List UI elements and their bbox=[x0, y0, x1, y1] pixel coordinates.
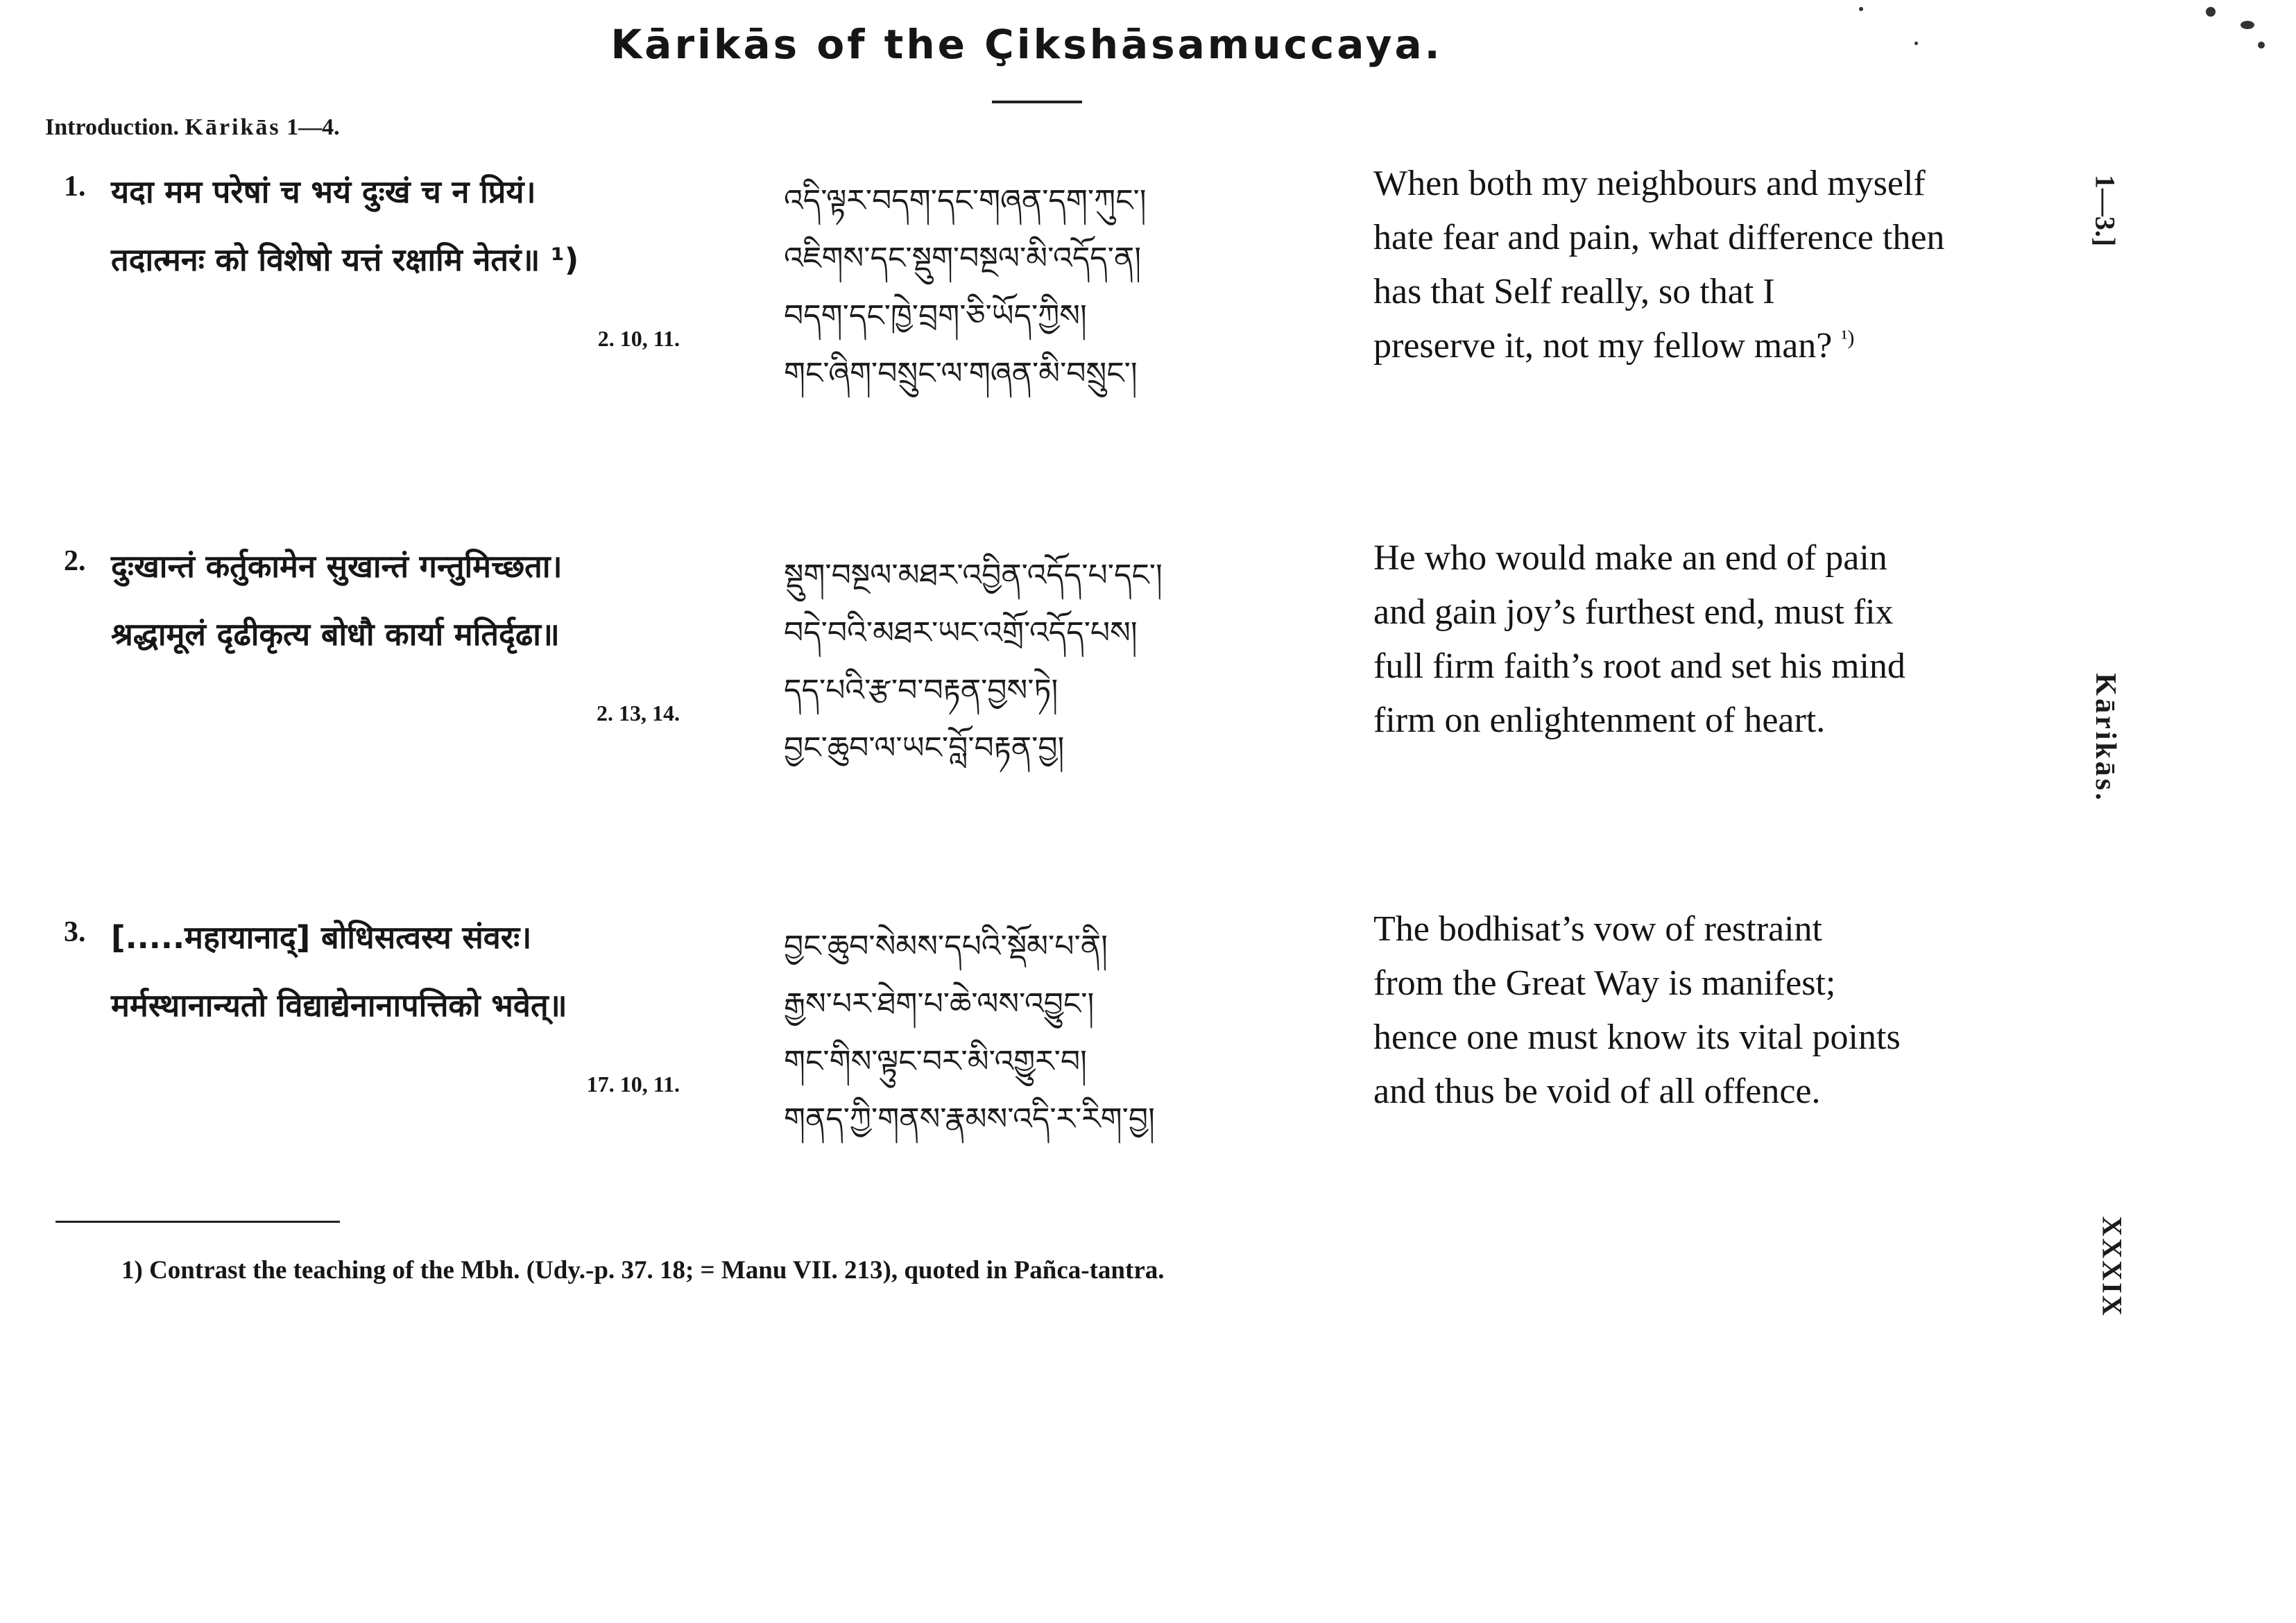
title-rule bbox=[992, 101, 1082, 103]
english-line: has that Self really, so that I bbox=[1373, 272, 1775, 311]
tibetan-line: བྱང་ཆུབ་ལ་ཡང་བློ་བརྟན་བྱ། bbox=[784, 730, 1065, 766]
tibetan-line: འདི་ལྟར་བདག་དང་གཞན་དག་ཀུང་། bbox=[784, 183, 1147, 218]
footnote: 1) Contrast the teaching of the Mbh. (Udy.-p. 37. 18; = Manu VII. 213), quoted in Pañca-tantra. bbox=[121, 1256, 1165, 1285]
tibetan-line: གང་གིས་ལྟུང་བར་མི་འགྱུར་བ། bbox=[784, 1044, 1087, 1079]
karika-reference: 2. 10, 11. bbox=[597, 326, 680, 351]
tibetan-line: བདག་དང་ཁྱེ་བྲག་ཅི་ཡོད་ཀྱིས། bbox=[784, 298, 1087, 334]
english-line: hence one must know its vital points bbox=[1373, 1017, 1901, 1057]
karika-block bbox=[0, 538, 2081, 884]
tibetan-line: དད་པའི་རྩ་བ་བརྟན་བྱས་ཏེ། bbox=[784, 673, 1059, 708]
intro-range-word: Kārikās bbox=[185, 114, 281, 140]
tibetan-line: གང་ཞིག་བསྲུང་ལ་གཞན་མི་བསྲུང་། bbox=[784, 356, 1138, 391]
margin-section-title: Kārikās. bbox=[2089, 673, 2121, 803]
scan-speck bbox=[1859, 7, 1863, 11]
scan-speck bbox=[1914, 42, 1918, 45]
sanskrit-line: तदात्मनः को विशेषो यत्तं रक्षामि नेतरं॥ ¹) bbox=[111, 241, 579, 278]
english-line: from the Great Way is manifest; bbox=[1373, 963, 1836, 1003]
karika-number: 1. bbox=[64, 171, 86, 203]
karika-block bbox=[0, 909, 2081, 1255]
sanskrit-line: श्रद्धामूलं दृढीकृत्य बोधौ कार्या मतिर्दृढा॥ bbox=[111, 616, 560, 653]
scan-speck bbox=[2241, 21, 2254, 29]
section-intro bbox=[45, 114, 340, 141]
sanskrit-line: यदा मम परेषां च भयं दुःखं च न प्रियं। bbox=[111, 173, 536, 210]
tibetan-line: འཇིགས་དང་སྡུག་བསྔལ་མི་འདོད་ན། bbox=[784, 241, 1142, 276]
tibetan-line: བདེ་བའི་མཐར་ཡང་འགྲོ་འདོད་པས། bbox=[784, 615, 1138, 651]
sanskrit-line: [.....महायानाद्] बोधिसत्वस्य संवरः। bbox=[111, 919, 532, 956]
sanskrit-line: मर्मस्थानान्यतो विद्याद्येनानापत्तिको भवेत्॥ bbox=[111, 987, 567, 1024]
tibetan-line: སྡུག་བསྔལ་མཐར་འབྱིན་འདོད་པ་དང་། bbox=[784, 558, 1163, 593]
scan-speck bbox=[2206, 7, 2216, 17]
english-line: hate fear and pain, what difference then bbox=[1373, 218, 1945, 257]
page-title: Kārikās of the Çikshāsamuccaya. bbox=[610, 21, 1443, 68]
karika-reference: 2. 13, 14. bbox=[597, 701, 680, 725]
english-line: preserve it, not my fellow man? bbox=[1373, 326, 1833, 366]
karika-reference: 17. 10, 11. bbox=[586, 1072, 680, 1097]
page-number: XXXIX bbox=[2096, 1216, 2128, 1318]
english-line: full firm faith’s root and set his mind bbox=[1373, 646, 1905, 686]
english-line: The bodhisat’s vow of restraint bbox=[1373, 909, 1822, 949]
karika-number: 3. bbox=[64, 916, 86, 948]
tibetan-line: རྒྱས་པར་ཐེག་པ་ཆེ་ལས་འབྱུང་། bbox=[784, 986, 1095, 1022]
tibetan-line: བྱང་ཆུབ་སེམས་དཔའི་སྡོམ་པ་ནི། bbox=[784, 929, 1108, 964]
english-line-with-note bbox=[1373, 325, 1854, 366]
english-line: and gain joy’s furthest end, must fix bbox=[1373, 592, 1894, 632]
english-line: firm on enlightenment of heart. bbox=[1373, 701, 1826, 740]
tibetan-line: གནད་ཀྱི་གནས་རྣམས་འདི་ར་རིག་བྱ། bbox=[784, 1101, 1155, 1137]
scan-speck bbox=[2258, 42, 2265, 49]
english-line: and thus be void of all offence. bbox=[1373, 1072, 1821, 1111]
footnote-marker: ¹) bbox=[1841, 326, 1855, 350]
english-line: When both my neighbours and myself bbox=[1373, 164, 1926, 203]
footnote-rule bbox=[55, 1221, 340, 1223]
sanskrit-line: दुःखान्तं कर्तुकामेन सुखान्तं गन्तुमिच्छता। bbox=[111, 548, 563, 585]
intro-range-numbers: 1—4. bbox=[286, 114, 340, 140]
karika-number: 2. bbox=[64, 545, 86, 577]
english-line: He who would make an end of pain bbox=[1373, 538, 1887, 578]
margin-range: 1—3.] bbox=[2089, 174, 2121, 247]
intro-label: Introduction. bbox=[45, 114, 180, 140]
karika-block bbox=[0, 163, 2081, 510]
